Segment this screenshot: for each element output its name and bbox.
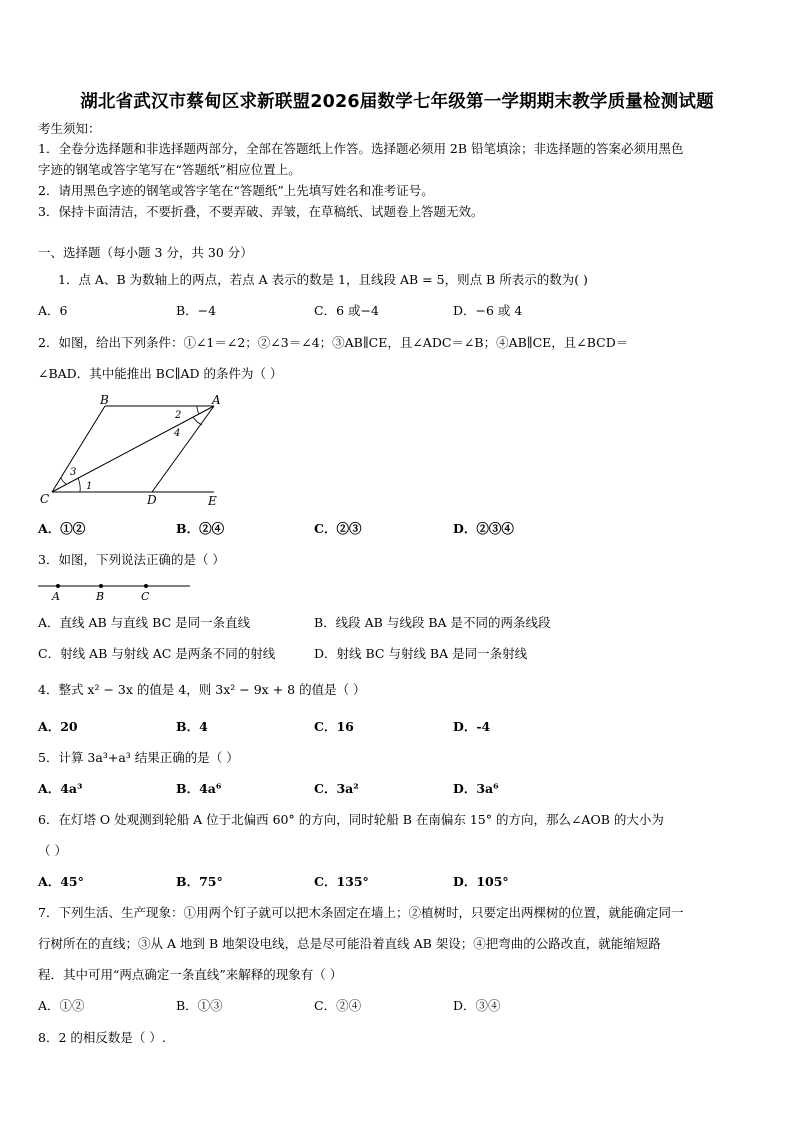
q2-option-c[interactable]: C．②③ — [314, 521, 362, 536]
q5-option-b[interactable]: B．4a⁶ — [176, 781, 222, 796]
q7-option-d[interactable]: D．③④ — [453, 998, 501, 1013]
q3-line-figure — [36, 576, 196, 602]
q7-stem-line3: 程．其中可用“两点确定一条直线”来解释的现象有（ ） — [38, 967, 343, 982]
q3-option-a[interactable]: A．直线 AB 与直线 BC 是同一条直线 — [38, 615, 251, 630]
q1-option-c[interactable]: C．6 或−4 — [314, 303, 379, 318]
q6-option-d[interactable]: D．105° — [453, 874, 509, 889]
q6-option-b[interactable]: B．75° — [176, 874, 223, 889]
q3-label-c: C — [141, 590, 150, 602]
fig-label-4: 4 — [174, 428, 181, 439]
q5-stem: 5．计算 3a³+a³ 结果正确的是（ ） — [38, 750, 239, 765]
q7-stem-line1: 7．下列生活、生产现象：①用两个钉子就可以把木条固定在墙上；②植树时，只要定出两棵树的位置，就能确定同一 — [38, 905, 684, 920]
q1-option-a[interactable]: A．6 — [38, 303, 68, 318]
fig-label-a: A — [212, 393, 221, 407]
q4-option-b[interactable]: B．4 — [176, 719, 208, 734]
notice-item-1: 1．全卷分选择题和非选择题两部分，全部在答题纸上作答。选择题必须用 2B 铅笔填涂；非选择题的答案必须用黑色 — [38, 141, 684, 156]
page-title: 湖北省武汉市蔡甸区求新联盟2026届数学七年级第一学期期末教学质量检测试题 — [80, 92, 714, 112]
q7-option-c[interactable]: C．②④ — [314, 998, 362, 1013]
q2-parallelogram-figure — [30, 390, 230, 512]
q3-label-b: B — [96, 590, 105, 602]
q2-option-a[interactable]: A．①② — [38, 521, 86, 536]
notice-heading: 考生须知： — [38, 121, 101, 136]
q7-option-b[interactable]: B．①③ — [176, 998, 223, 1013]
q4-option-d[interactable]: D．-4 — [453, 719, 491, 734]
q5-option-a[interactable]: A．4a³ — [38, 781, 83, 796]
q2-stem-line2: ∠BAD．其中能推出 BC∥AD 的条件为（ ） — [38, 366, 283, 381]
q1-stem: 1．点 A、B 为数轴上的两点，若点 A 表示的数是 1，且线段 AB = 5，则点 B 所表示的数为( ) — [58, 272, 588, 287]
q2-option-d[interactable]: D．②③④ — [453, 521, 514, 536]
fig-label-b: B — [100, 393, 109, 407]
fig-label-3: 3 — [70, 467, 77, 478]
q4-option-c[interactable]: C．16 — [314, 719, 354, 734]
notice-item-1-cont: 字迹的钢笔或答字笔写在“答题纸”相应位置上。 — [38, 162, 301, 177]
fig-label-d: D — [147, 493, 157, 507]
fig-label-c: C — [40, 492, 50, 506]
q7-stem-line2: 行树所在的直线；③从 A 地到 B 地架设电线，总是尽可能沿着直线 AB 架设；④把弯曲的公路改直，就能缩短路 — [38, 936, 661, 951]
q7-option-a[interactable]: A．①② — [38, 998, 85, 1013]
q3-label-a: A — [52, 590, 60, 602]
q1-option-b[interactable]: B．−4 — [176, 303, 217, 318]
fig-label-1: 1 — [86, 481, 93, 492]
notice-item-3: 3．保持卡面清洁，不要折叠，不要弄破、弄皱，在草稿纸、试题卷上答题无效。 — [38, 204, 484, 219]
q5-option-c[interactable]: C．3a² — [314, 781, 359, 796]
fig-label-e: E — [208, 494, 217, 508]
q4-option-a[interactable]: A．20 — [38, 719, 78, 734]
q6-option-c[interactable]: C．135° — [314, 874, 369, 889]
q3-option-d[interactable]: D．射线 BC 与射线 BA 是同一条射线 — [314, 646, 528, 661]
q1-option-d[interactable]: D．−6 或 4 — [453, 303, 523, 318]
q6-stem-line1: 6．在灯塔 O 处观测到轮船 A 位于北偏西 60° 的方向，同时轮船 B 在南偏东 15° 的方向，那么∠AOB 的大小为 — [38, 812, 664, 827]
q4-stem: 4．整式 x² − 3x 的值是 4，则 3x² − 9x + 8 的值是（ ） — [38, 682, 366, 697]
q3-option-c[interactable]: C．射线 AB 与射线 AC 是两条不同的射线 — [38, 646, 276, 661]
q8-stem: 8．2 的相反数是（ ）. — [38, 1030, 166, 1045]
q3-option-b[interactable]: B．线段 AB 与线段 BA 是不同的两条线段 — [314, 615, 551, 630]
notice-item-2: 2．请用黑色字迹的钢笔或答字笔在“答题纸”上先填写姓名和准考证号。 — [38, 183, 434, 198]
q6-stem-line2: （ ） — [38, 843, 67, 858]
q2-option-b[interactable]: B．②④ — [176, 521, 225, 536]
q3-stem: 3．如图，下列说法正确的是（ ） — [38, 552, 225, 567]
q6-option-a[interactable]: A．45° — [38, 874, 84, 889]
section-heading: 一、选择题（每小题 3 分，共 30 分） — [38, 245, 253, 260]
q5-option-d[interactable]: D．3a⁶ — [453, 781, 499, 796]
q2-stem-line1: 2．如图，给出下列条件：①∠1＝∠2；②∠3＝∠4；③AB∥CE，且∠ADC＝∠B；④AB∥CE，且∠BCD＝ — [38, 335, 629, 350]
fig-label-2: 2 — [175, 410, 182, 421]
